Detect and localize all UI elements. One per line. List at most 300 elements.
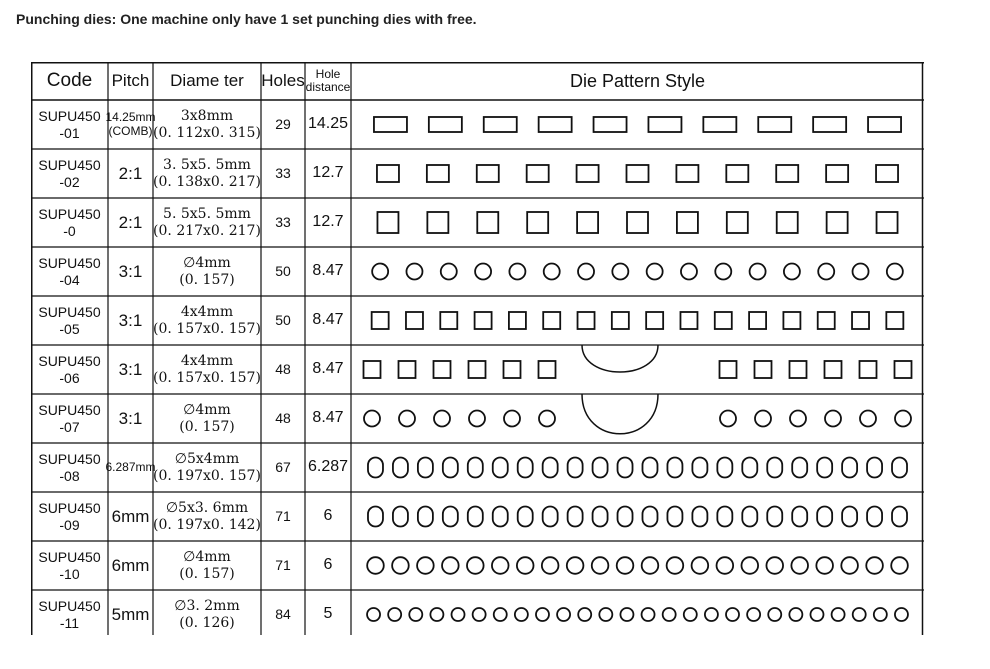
holes-cell <box>261 590 305 635</box>
die-hole <box>509 264 525 280</box>
code-cell <box>31 247 108 296</box>
distance-value: 8.47 <box>312 409 344 427</box>
distance-cell <box>305 345 351 394</box>
distance-cell <box>305 100 351 149</box>
holes-cell <box>261 541 305 590</box>
holes-cell <box>261 394 305 443</box>
holes-cell <box>261 443 305 492</box>
die-hole <box>393 458 408 478</box>
die-hole <box>578 264 594 280</box>
holes-value: 50 <box>275 263 291 280</box>
die-hole <box>790 411 806 427</box>
die-hole <box>539 361 556 378</box>
die-hole <box>527 212 548 233</box>
code-line1: SUPU450 <box>38 157 101 174</box>
die-hole <box>593 458 608 478</box>
die-hole <box>367 608 380 621</box>
pitch-cell <box>105 443 156 492</box>
die-cutout-bottom <box>582 394 658 434</box>
diameter-cell <box>153 198 261 247</box>
die-hole <box>758 117 791 132</box>
die-hole <box>876 165 898 182</box>
diameter-line2: (0. 157x0. 157) <box>153 369 261 386</box>
die-hole <box>627 212 648 233</box>
distance-cell <box>305 198 351 247</box>
die-hole <box>388 608 401 621</box>
die-hole <box>755 361 772 378</box>
code-cell <box>31 296 108 345</box>
holes-cell <box>261 149 305 198</box>
die-hole <box>826 165 848 182</box>
die-hole <box>418 458 433 478</box>
die-hole <box>418 507 433 527</box>
die-hole <box>542 557 559 574</box>
die-hole <box>749 312 766 329</box>
die-hole <box>895 411 911 427</box>
die-hole <box>539 411 555 427</box>
die-hole <box>477 212 498 233</box>
die-hole <box>791 557 808 574</box>
pitch-cell <box>108 198 153 247</box>
header-hole-distance-line1: Hole <box>315 66 341 81</box>
die-hole <box>827 212 848 233</box>
distance-cell <box>305 541 351 590</box>
diameter-line1: ∅4mm <box>183 255 231 272</box>
die-hole <box>364 361 381 378</box>
die-hole <box>868 117 901 132</box>
pitch-cell <box>105 100 156 149</box>
die-hole <box>557 608 570 621</box>
header-code: Code <box>46 70 93 92</box>
die-hole <box>663 608 676 621</box>
die-hole <box>842 458 857 478</box>
die-hole <box>818 312 835 329</box>
die-hole <box>726 608 739 621</box>
distance-cell <box>305 296 351 345</box>
die-hole <box>853 608 866 621</box>
distance-value: 14.25 <box>307 115 349 133</box>
code-line2: -0 <box>63 222 76 239</box>
die-hole <box>536 608 549 621</box>
diameter-line1: ∅4mm <box>183 549 231 566</box>
die-hole <box>543 458 558 478</box>
die-hole <box>892 507 907 527</box>
die-hole <box>727 212 748 233</box>
punching-dies-table <box>31 62 924 635</box>
die-hole <box>667 507 682 527</box>
pitch-line2: (COMB) <box>108 123 153 138</box>
die-hole <box>578 312 595 329</box>
die-hole <box>527 165 549 182</box>
diameter-cell <box>153 247 261 296</box>
die-hole <box>792 458 807 478</box>
die-hole <box>578 608 591 621</box>
die-hole <box>877 212 898 233</box>
die-hole <box>599 608 612 621</box>
header-hole-distance-line2: distance <box>305 80 351 94</box>
die-hole <box>692 557 709 574</box>
die-hole <box>377 165 399 182</box>
die-hole <box>368 507 383 527</box>
die-hole <box>676 165 698 182</box>
diameter-line1: ∅3. 2mm <box>174 598 240 615</box>
pitch-line1: 14.25mm <box>105 109 156 124</box>
die-hole <box>440 312 457 329</box>
die-hole <box>568 458 583 478</box>
code-line1: SUPU450 <box>38 598 101 615</box>
die-hole <box>544 264 560 280</box>
die-hole <box>766 557 783 574</box>
die-hole <box>717 458 732 478</box>
distance-cell <box>305 394 351 443</box>
header-holes: Holes <box>261 71 305 91</box>
die-hole <box>867 458 882 478</box>
diameter-line1: 4x4mm <box>180 304 234 321</box>
holes-value: 67 <box>275 459 291 476</box>
die-hole <box>374 117 407 132</box>
diameter-cell <box>153 541 261 590</box>
diameter-line1: 3. 5x5. 5mm <box>163 157 251 174</box>
die-hole <box>841 557 858 574</box>
diameter-cell <box>153 590 261 635</box>
holes-cell <box>261 492 305 541</box>
die-hole <box>825 411 841 427</box>
diameter-cell <box>153 100 261 149</box>
distance-cell <box>305 492 351 541</box>
die-hole <box>441 264 457 280</box>
die-hole <box>372 312 389 329</box>
die-hole <box>777 212 798 233</box>
code-line1: SUPU450 <box>38 255 101 272</box>
diameter-line2: (0. 157) <box>179 565 235 582</box>
die-hole <box>399 361 416 378</box>
code-line1: SUPU450 <box>38 500 101 517</box>
die-hole <box>430 608 443 621</box>
holes-cell <box>261 296 305 345</box>
holes-cell <box>261 198 305 247</box>
die-hole <box>467 557 484 574</box>
die-hole <box>677 212 698 233</box>
diameter-line1: 5. 5x5. 5mm <box>163 206 251 223</box>
die-hole <box>577 165 599 182</box>
header-diameter: Diame ter <box>170 71 244 91</box>
die-hole <box>543 507 558 527</box>
die-hole <box>853 264 869 280</box>
diameter-line1: ∅4mm <box>183 402 231 419</box>
die-hole <box>493 458 508 478</box>
pitch-line1: 6mm <box>111 555 150 575</box>
die-hole <box>783 312 800 329</box>
holes-cell <box>261 345 305 394</box>
code-line2: -08 <box>59 467 80 484</box>
die-hole <box>442 557 459 574</box>
die-hole <box>715 264 731 280</box>
die-hole <box>364 411 380 427</box>
code-line1: SUPU450 <box>38 206 101 223</box>
pitch-line1: 6mm <box>111 506 150 526</box>
distance-value: 12.7 <box>312 164 344 182</box>
die-hole <box>825 361 842 378</box>
pitch-line1: 3:1 <box>118 310 143 330</box>
diameter-line2: (0. 197x0. 157) <box>153 467 261 484</box>
die-hole <box>646 312 663 329</box>
die-hole <box>852 312 869 329</box>
die-hole <box>494 608 507 621</box>
die-hole <box>492 557 509 574</box>
code-cell <box>31 541 108 590</box>
code-cell <box>31 100 108 149</box>
die-hole <box>832 608 845 621</box>
pitch-cell <box>108 345 153 394</box>
die-hole <box>618 507 633 527</box>
die-hole <box>667 458 682 478</box>
die-hole <box>543 312 560 329</box>
header-hole-distance <box>305 62 351 100</box>
pitch-cell <box>108 149 153 198</box>
diameter-line2: (0. 157) <box>179 271 235 288</box>
holes-value: 71 <box>275 508 291 525</box>
die-hole <box>594 117 627 132</box>
die-hole <box>860 411 876 427</box>
code-line2: -07 <box>59 418 80 435</box>
die-hole <box>642 557 659 574</box>
die-hole <box>567 557 584 574</box>
die-hole <box>409 608 422 621</box>
die-hole <box>592 557 609 574</box>
holes-cell <box>261 100 305 149</box>
diameter-cell <box>153 345 261 394</box>
die-hole <box>720 361 737 378</box>
distance-value: 6 <box>323 507 333 525</box>
die-hole <box>434 361 451 378</box>
die-hole <box>860 361 877 378</box>
code-line2: -02 <box>59 173 80 190</box>
code-line1: SUPU450 <box>38 304 101 321</box>
die-hole <box>867 507 882 527</box>
die-hole <box>692 458 707 478</box>
die-hole <box>612 312 629 329</box>
die-hole <box>684 608 697 621</box>
holes-value: 33 <box>275 165 291 182</box>
die-hole <box>818 264 834 280</box>
die-hole <box>887 264 903 280</box>
distance-value: 6.287 <box>307 458 349 476</box>
die-hole <box>392 557 409 574</box>
holes-value: 48 <box>275 361 291 378</box>
code-line1: SUPU450 <box>38 549 101 566</box>
die-hole <box>768 608 781 621</box>
code-cell <box>31 492 108 541</box>
distance-value: 6 <box>323 556 333 574</box>
code-line2: -04 <box>59 271 80 288</box>
die-hole <box>792 507 807 527</box>
die-hole <box>790 361 807 378</box>
die-hole <box>680 312 697 329</box>
die-hole <box>717 507 732 527</box>
die-hole <box>612 264 628 280</box>
pitch-line1: 3:1 <box>118 408 143 428</box>
diameter-cell <box>153 149 261 198</box>
die-hole <box>618 458 633 478</box>
die-hole <box>469 411 485 427</box>
distance-cell <box>305 590 351 635</box>
diameter-line2: (0. 157x0. 157) <box>153 320 261 337</box>
die-hole <box>484 117 517 132</box>
die-hole <box>817 458 832 478</box>
die-hole <box>747 608 760 621</box>
die-hole <box>767 507 782 527</box>
die-hole <box>842 507 857 527</box>
die-hole <box>593 507 608 527</box>
die-hole <box>469 361 486 378</box>
page-heading: Punching dies: One machine only have 1 set punching dies with free. <box>16 11 477 27</box>
die-hole <box>477 165 499 182</box>
diameter-line2: (0. 126) <box>179 614 235 631</box>
die-hole <box>817 507 832 527</box>
die-hole <box>891 557 908 574</box>
diameter-line1: 3x8mm <box>180 108 234 125</box>
pitch-line1: 6.287mm <box>105 459 156 474</box>
distance-cell <box>305 443 351 492</box>
die-hole <box>443 507 458 527</box>
code-line1: SUPU450 <box>38 451 101 468</box>
diameter-line1: ∅5x3. 6mm <box>165 500 249 517</box>
code-line2: -05 <box>59 320 80 337</box>
die-hole <box>874 608 887 621</box>
die-hole <box>776 165 798 182</box>
code-cell <box>31 394 108 443</box>
distance-cell <box>305 247 351 296</box>
distance-value: 8.47 <box>312 360 344 378</box>
code-cell <box>31 149 108 198</box>
die-hole <box>475 312 492 329</box>
code-cell <box>31 590 108 635</box>
pitch-cell <box>108 296 153 345</box>
die-hole <box>399 411 415 427</box>
die-hole <box>703 117 736 132</box>
diameter-line2: (0. 138x0. 217) <box>153 173 261 190</box>
pitch-line1: 5mm <box>111 604 150 624</box>
code-line1: SUPU450 <box>38 353 101 370</box>
die-hole <box>813 117 846 132</box>
die-hole <box>443 458 458 478</box>
holes-value: 71 <box>275 557 291 574</box>
die-hole <box>726 165 748 182</box>
die-hole <box>642 458 657 478</box>
die-hole <box>468 458 483 478</box>
holes-value: 33 <box>275 214 291 231</box>
die-hole <box>504 411 520 427</box>
holes-value: 48 <box>275 410 291 427</box>
pitch-line1: 2:1 <box>118 163 143 183</box>
die-hole <box>767 458 782 478</box>
die-hole <box>692 507 707 527</box>
diameter-line2: (0. 157) <box>179 418 235 435</box>
die-hole <box>539 117 572 132</box>
die-hole <box>741 557 758 574</box>
pitch-line1: 3:1 <box>118 261 143 281</box>
die-hole <box>368 458 383 478</box>
die-hole <box>372 264 388 280</box>
die-hole <box>406 264 422 280</box>
header-die-pattern-style: Die Pattern Style <box>569 70 706 91</box>
die-hole <box>517 557 534 574</box>
die-hole <box>895 608 908 621</box>
die-hole <box>429 117 462 132</box>
code-line1: SUPU450 <box>38 402 101 419</box>
die-hole <box>895 361 912 378</box>
die-hole <box>715 312 732 329</box>
pitch-cell <box>108 394 153 443</box>
diameter-cell <box>153 394 261 443</box>
pitch-line1: 3:1 <box>118 359 143 379</box>
diameter-line1: 4x4mm <box>180 353 234 370</box>
die-hole <box>475 264 491 280</box>
diameter-line2: (0. 112x0. 315) <box>153 124 261 141</box>
diameter-cell <box>153 492 261 541</box>
die-hole <box>620 608 633 621</box>
code-cell <box>31 443 108 492</box>
die-hole <box>417 557 434 574</box>
die-hole <box>647 264 663 280</box>
pitch-cell <box>108 492 153 541</box>
die-hole <box>642 608 655 621</box>
die-hole <box>892 458 907 478</box>
diameter-cell <box>153 296 261 345</box>
code-cell <box>31 345 108 394</box>
pitch-line1: 2:1 <box>118 212 143 232</box>
die-hole <box>406 312 423 329</box>
die-hole <box>742 507 757 527</box>
code-cell <box>31 198 108 247</box>
die-hole <box>720 411 736 427</box>
die-hole <box>705 608 718 621</box>
die-hole <box>750 264 766 280</box>
die-hole <box>434 411 450 427</box>
die-hole <box>468 507 483 527</box>
code-line2: -06 <box>59 369 80 386</box>
holes-value: 29 <box>275 116 291 133</box>
code-line2: -10 <box>59 565 80 582</box>
die-hole <box>568 507 583 527</box>
die-hole <box>518 507 533 527</box>
die-hole <box>866 557 883 574</box>
die-hole <box>648 117 681 132</box>
distance-value: 5 <box>323 605 333 623</box>
die-hole <box>393 507 408 527</box>
header-pitch: Pitch <box>111 71 150 91</box>
die-hole <box>617 557 634 574</box>
code-line2: -09 <box>59 516 80 533</box>
die-hole <box>518 458 533 478</box>
distance-value: 8.47 <box>312 262 344 280</box>
holes-cell <box>261 247 305 296</box>
pitch-cell <box>108 247 153 296</box>
distance-value: 8.47 <box>312 311 344 329</box>
die-hole <box>515 608 528 621</box>
die-hole <box>717 557 734 574</box>
die-hole <box>886 312 903 329</box>
die-hole <box>504 361 521 378</box>
diameter-cell <box>153 443 261 492</box>
die-hole <box>452 608 465 621</box>
die-hole <box>784 264 800 280</box>
die-hole <box>789 608 802 621</box>
die-hole <box>810 608 823 621</box>
die-hole <box>473 608 486 621</box>
die-hole <box>427 165 449 182</box>
die-hole <box>577 212 598 233</box>
